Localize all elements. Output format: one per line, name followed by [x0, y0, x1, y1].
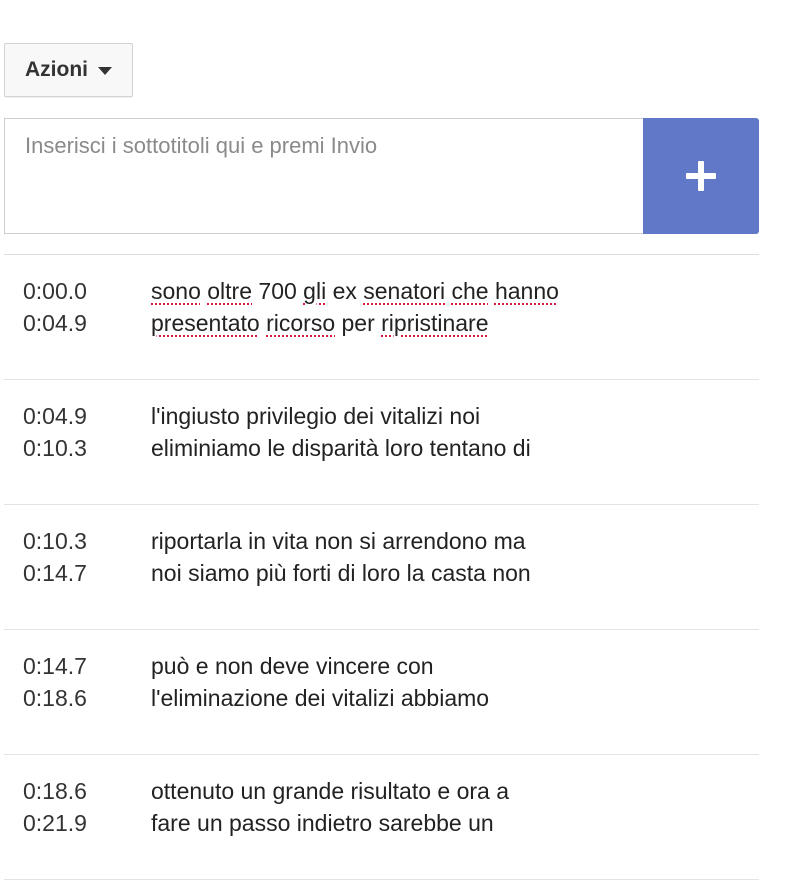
caption-text[interactable]: [151, 525, 751, 589]
caption-text[interactable]: [151, 650, 751, 714]
misspelled-word: ripristinare: [381, 310, 489, 336]
misspelled-word: gli: [303, 278, 327, 304]
caption-end-time[interactable]: 0:21.9: [23, 810, 87, 836]
caption-timestamps[interactable]: [23, 650, 87, 714]
misspelled-word: senatori: [363, 278, 446, 304]
caption-text-segment: 700: [252, 278, 304, 304]
misspelled-word: hanno: [494, 278, 559, 304]
caption-text-segment: ex: [326, 278, 364, 304]
caption-row[interactable]: [4, 255, 759, 380]
caption-text-line: [151, 400, 751, 432]
caption-text-segment: riportarla in vita non si arrendono ma: [151, 528, 526, 554]
caption-text[interactable]: [151, 775, 751, 839]
caption-text-segment: ottenuto un grande risultato e ora a: [151, 778, 510, 804]
caption-start-time[interactable]: 0:00.0: [23, 278, 87, 304]
caption-end-time[interactable]: 0:14.7: [23, 560, 87, 586]
caption-text-line: [151, 432, 751, 464]
caption-text-segment: eliminiamo le disparità loro tentano di: [151, 435, 531, 461]
add-caption-button[interactable]: [643, 118, 759, 234]
caption-start-time[interactable]: 0:04.9: [23, 403, 87, 429]
caption-row[interactable]: [4, 380, 759, 505]
caption-text-line: [151, 775, 751, 807]
caption-text-segment: noi siamo più forti di loro la casta non: [151, 560, 531, 586]
caption-text-line: [151, 557, 751, 589]
misspelled-word: presentato: [151, 310, 260, 336]
caption-text-line: [151, 682, 751, 714]
caption-end-time[interactable]: 0:18.6: [23, 685, 87, 711]
caption-text-line: [151, 807, 751, 839]
caption-text-line: [151, 275, 751, 307]
caption-text-segment: può e non deve vincere con: [151, 653, 434, 679]
caption-text-line: [151, 307, 751, 339]
caption-text-segment: fare un passo indietro sarebbe un: [151, 810, 494, 836]
caption-text[interactable]: [151, 275, 751, 339]
caption-row[interactable]: [4, 755, 759, 880]
actions-button-label: Azioni: [25, 58, 88, 81]
caption-text[interactable]: [151, 400, 751, 464]
caption-text-segment: l'ingiusto privilegio dei vitalizi noi: [151, 403, 481, 429]
caption-timestamps[interactable]: [23, 525, 87, 589]
misspelled-word: che: [451, 278, 489, 304]
caption-timestamps[interactable]: [23, 775, 87, 839]
caption-text-segment: per: [335, 310, 382, 336]
caret-down-icon: [98, 67, 112, 75]
caption-text-segment: l'eliminazione dei vitalizi abbiamo: [151, 685, 490, 711]
plus-icon: [686, 161, 716, 191]
caption-end-time[interactable]: 0:10.3: [23, 435, 87, 461]
misspelled-word: oltre: [207, 278, 253, 304]
caption-start-time[interactable]: 0:10.3: [23, 528, 87, 554]
misspelled-word: sono: [151, 278, 201, 304]
caption-input[interactable]: [4, 118, 643, 234]
caption-text-line: [151, 525, 751, 557]
caption-row[interactable]: [4, 630, 759, 755]
caption-start-time[interactable]: 0:14.7: [23, 653, 87, 679]
misspelled-word: ricorso: [266, 310, 336, 336]
actions-dropdown-button[interactable]: [4, 43, 133, 97]
caption-entry-row: [4, 118, 759, 234]
caption-end-time[interactable]: 0:04.9: [23, 310, 87, 336]
caption-list: [4, 254, 759, 880]
caption-text-line: [151, 650, 751, 682]
caption-timestamps[interactable]: [23, 400, 87, 464]
caption-row[interactable]: [4, 505, 759, 630]
caption-timestamps[interactable]: [23, 275, 87, 339]
caption-start-time[interactable]: 0:18.6: [23, 778, 87, 804]
